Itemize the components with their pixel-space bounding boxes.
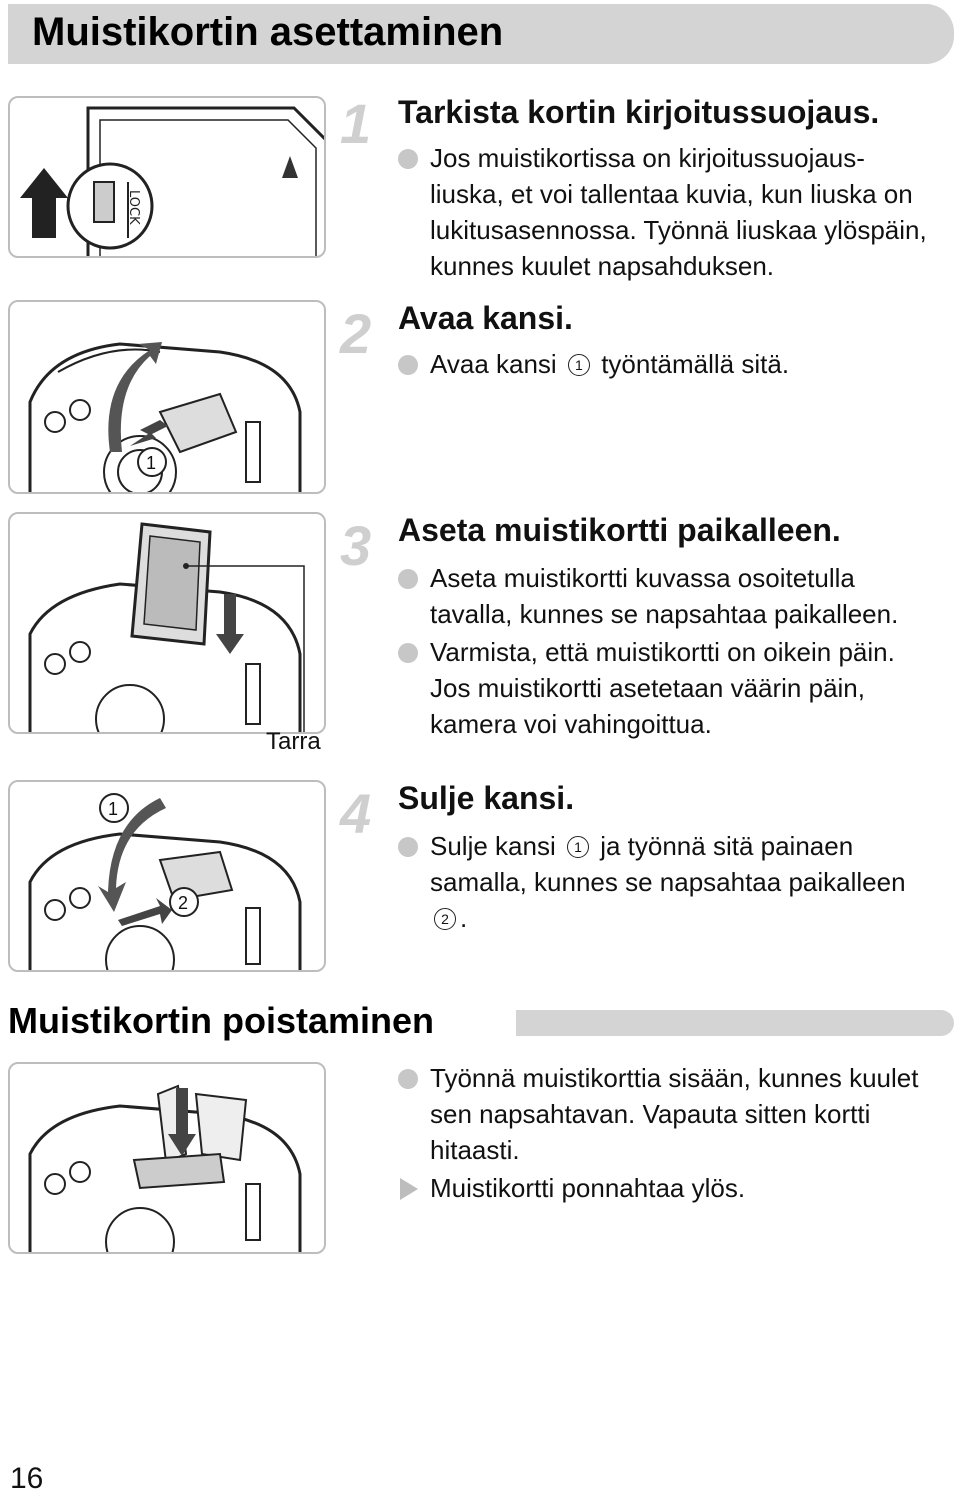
bullet-dot-icon — [398, 149, 418, 169]
callout-2-label: 2 — [178, 893, 189, 913]
step-3-bullet-2: Varmista, että muistikortti on oikein päin. Jos muistikortti asetetaan väärin päin, kamera voi vahingoittua. — [398, 634, 938, 742]
bullet-dot-icon — [398, 643, 418, 663]
tarra-label: Tarra — [266, 728, 321, 755]
callout-1-inline: 1 — [568, 354, 590, 376]
figure-remove-card — [8, 1062, 326, 1254]
figure-open-cover — [8, 300, 326, 494]
bullet-dot-icon — [398, 355, 418, 375]
bullet-dot-icon — [398, 569, 418, 589]
step-title-1: Tarkista kortin kirjoitussuojaus. — [398, 94, 880, 130]
step-title-2: Avaa kansi. — [398, 300, 573, 336]
figure-card-lock — [8, 96, 326, 258]
removal-bullet: Työnnä muistikorttia sisään, kunnes kuulet sen napsahtavan. Vapauta sitten kortti hitaasti. — [398, 1060, 938, 1168]
step-title-3: Aseta muistikortti paikalleen. — [398, 512, 841, 548]
figure-close-cover — [8, 780, 326, 972]
step-title-4: Sulje kansi. — [398, 780, 575, 816]
bullet-dot-icon — [398, 1069, 418, 1089]
step-number-1: 1 — [340, 92, 372, 155]
callout-1-inline: 1 — [567, 836, 589, 858]
lock-label: LOCK — [126, 190, 141, 225]
page-number: 16 — [10, 1462, 44, 1495]
page-title: Muistikortin asettaminen — [32, 10, 504, 54]
figure-insert-card — [8, 512, 326, 734]
step-2-bullet: Avaa kansi 1 työntämällä sitä. — [398, 346, 938, 382]
step-number-4: 4 — [340, 782, 372, 845]
removal-title-bar — [516, 1010, 954, 1036]
removal-title: Muistikortin poistaminen — [8, 1000, 435, 1041]
result-arrow-icon — [400, 1178, 418, 1200]
step-number-3: 3 — [340, 514, 372, 577]
callout-2-inline: 2 — [434, 908, 456, 930]
step-number-2: 2 — [340, 302, 372, 365]
removal-result: Muistikortti ponnahtaa ylös. — [398, 1170, 938, 1206]
bullet-dot-icon — [398, 837, 418, 857]
step-1-bullet: Jos muistikortissa on kirjoitussuojaus-liuska, et voi tallentaa kuvia, kun liuska on lukitusasennossa. Työnnä liuskaa ylöspäin, kunnes kuulet napsahduksen. — [398, 140, 938, 284]
step-3-bullet-1: Aseta muistikortti kuvassa osoitetulla tavalla, kunnes se napsahtaa paikalleen. — [398, 560, 938, 632]
callout-1-label: 1 — [146, 453, 157, 473]
callout-1-label: 1 — [108, 799, 119, 819]
step-4-bullet: Sulje kansi 1 ja työnnä sitä painaen samalla, kunnes se napsahtaa paikalleen 2 . — [398, 828, 938, 936]
